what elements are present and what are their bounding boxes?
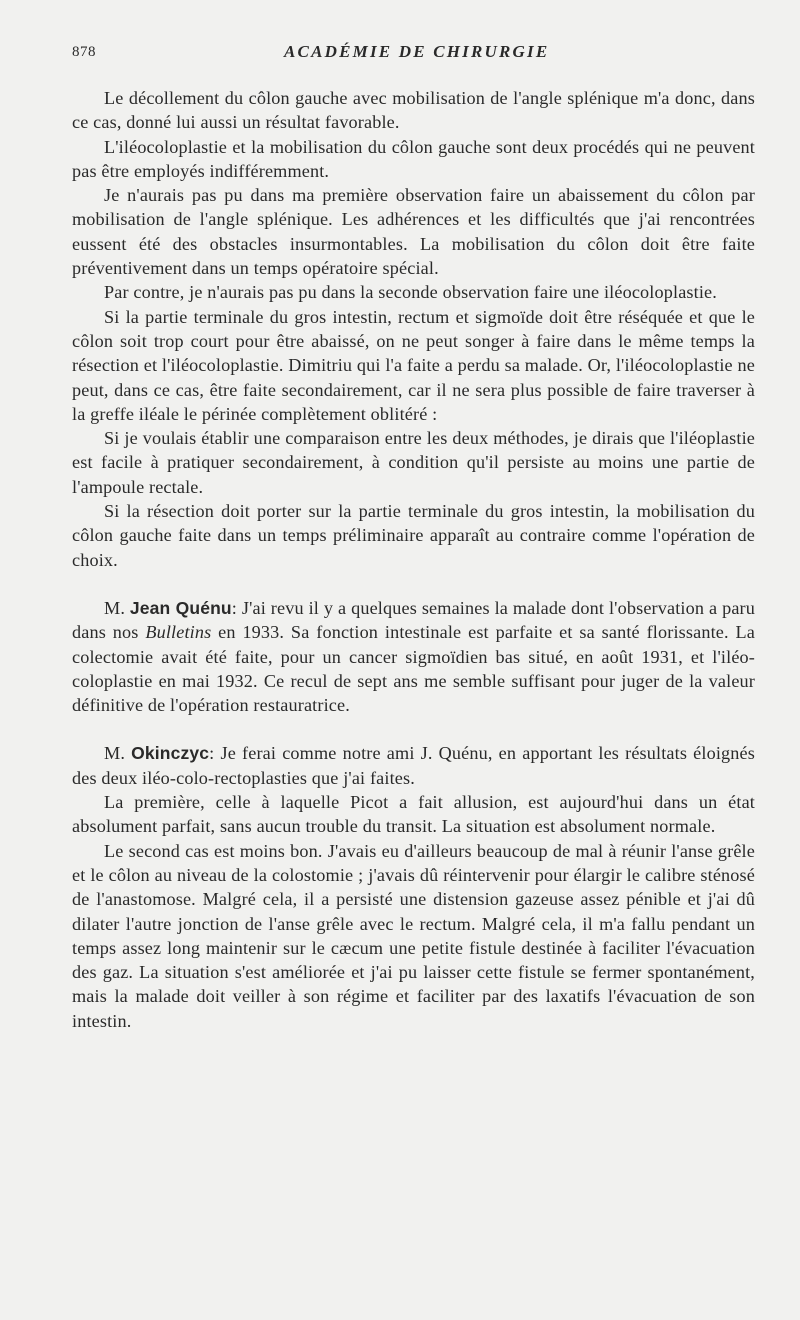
paragraph: Le second cas est moins bon. J'avais eu d'ailleurs beaucoup de mal à réunir l'anse grêle et le côlon au niveau de la colostomie ; j'avais dû réintervenir pour élargir le calibre sténosé de l'anastomose. Malgré cela, il a persisté une distension gazeuse assez pénible et j'ai dû dilater l'autre jonction de l'anse grêle avec le rectum. Malgré cela, il m'a fallu pendant un temps assez long maintenir sur le cæcum une petite fistule destinée à faciliter l'évacuation des gaz. La situation s'est améliorée et j'ai pu laisser cette fistule se fermer spontanément, mais la malade doit veiller à son régime et faciliter par des laxatifs l'évacuation de son intestin.: [72, 840, 755, 1031]
speaker-colon: :: [209, 743, 221, 764]
statement-text: Je ferai comme notre ami J. Quénu, en apportant les résultats éloignés des deux iléo-colo-rectoplasties que j'ai faites.: [72, 743, 755, 788]
journal-title: Bulletins: [145, 622, 212, 643]
speaker-name: Jean Quénu: [129, 597, 232, 618]
page-header: [72, 40, 755, 68]
paragraph: L'iléocoloplastie et la mobilisation du côlon gauche sont deux procédés qui ne peuvent pas être employés indifféremment.: [72, 136, 755, 181]
running-head: ACADÉMIE DE CHIRURGIE: [284, 42, 550, 61]
statement-text: J'ai revu il y a quelques semaines la malade dont l'observation a paru dans nos: [72, 597, 755, 643]
page-number: 878: [72, 44, 96, 60]
paragraph: Le décollement du côlon gauche avec mobilisation de l'angle splénique m'a donc, dans ce cas, donné lui aussi un résultat favorable.: [72, 88, 755, 133]
quenu-statement: [72, 596, 755, 717]
body-text: [72, 86, 755, 1033]
paragraph: La première, celle à laquelle Picot a fait allusion, est aujourd'hui dans un état absolument parfait, sans aucun trouble du transit. La situation est absolument normale.: [72, 792, 755, 837]
paragraph: Si je voulais établir une comparaison entre les deux méthodes, je dirais que l'iléoplastie est facile à pratiquer secondairement, à condition qu'il persiste au moins une partie de l'ampoule rectale.: [72, 428, 755, 497]
paragraph: Si la résection doit porter sur la partie terminale du gros intestin, la mobilisation du côlon gauche faite dans un temps préliminaire apparaît au contraire comme l'opération de choix.: [72, 501, 755, 570]
okinczyc-statement: [72, 741, 755, 790]
paragraph: Je n'aurais pas pu dans ma première observation faire un abaissement du côlon par mobilisation de l'angle splénique. Les adhérences et les difficultés que j'ai rencontrées eussent été des obstacles insurmontables. La mobilisation du côlon doit être faite préventivement dans un temps opératoire spécial.: [72, 185, 755, 279]
speaker-title: M.: [104, 743, 132, 764]
statement-text: en 1933. Sa fonction intestinale est parfaite et sa santé florissante. La colectomie avait été faite, pour un cancer sigmoïdien bas situé, en août 1931, et l'iléo-coloplastie en mai 1932. Ce recul de sept ans me semble suffisant pour juger de la valeur définitive de l'opération restauratrice.: [72, 622, 756, 716]
speaker-colon: :: [231, 597, 242, 618]
speaker-name: Okinczyc: [131, 743, 210, 764]
paragraph: Par contre, je n'aurais pas pu dans la seconde observation faire une iléocoloplastie.: [104, 282, 717, 303]
speaker-title: M.: [104, 597, 130, 618]
paragraph: Si la partie terminale du gros intestin, rectum et sigmoïde doit être réséquée et que le côlon soit trop court pour être abaissé, on ne peut songer à faire dans le même temps la résection et l'iléocoloplastie. Dimitriu qui l'a faite a perdu sa malade. Or, l'iléocoloplastie ne peut, dans ce cas, être faite secondairement, car il ne sera plus possible de faire traverser à la greffe iléale le périnée complètement oblitéré :: [72, 306, 755, 424]
